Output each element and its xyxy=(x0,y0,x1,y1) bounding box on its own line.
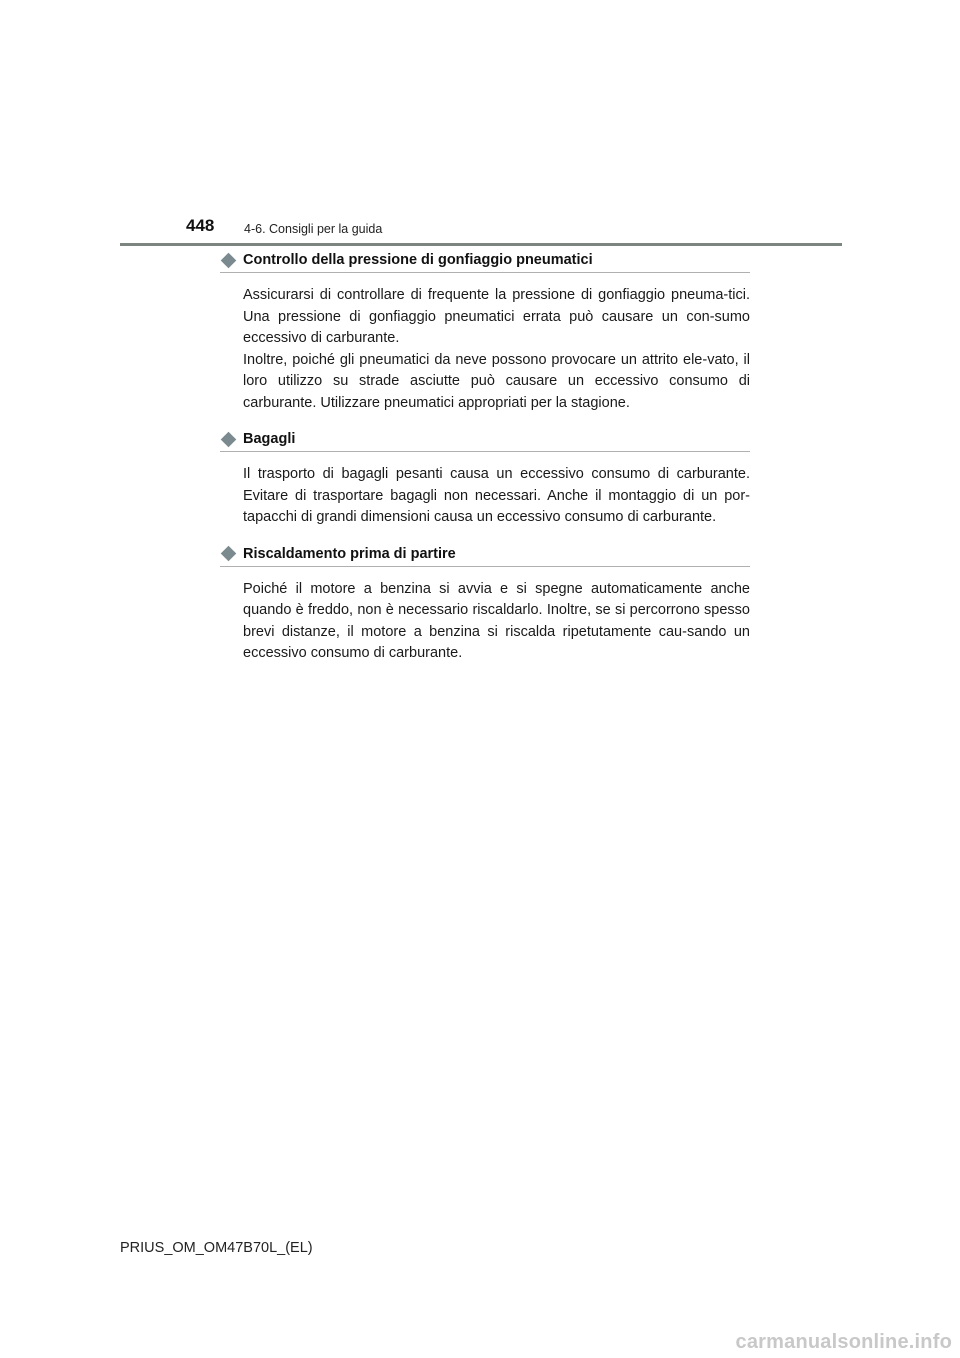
subsection-title-text: Riscaldamento prima di partire xyxy=(243,545,456,562)
section-header: 4-6. Consigli per la guida xyxy=(244,222,383,236)
subsection-title-text: Bagagli xyxy=(243,431,296,447)
main-content xyxy=(220,252,750,682)
subsection-warm-up xyxy=(220,546,750,665)
paragraph: Poiché il motore a benzina si avvia e si spegne automaticamente anche quando è freddo, non è necessario riscaldarlo. Inoltre, se si percorrono spesso brevi distanze, il motore a benzina si riscalda ripetutamente cau-sando un eccessivo consumo di carburante. xyxy=(243,580,750,661)
watermark: carmanualsonline.info xyxy=(735,1331,952,1353)
subsection-title xyxy=(220,252,750,273)
header-rule xyxy=(120,243,842,246)
paragraph: Assicurarsi di controllare di frequente la pressione di gonfiaggio pneuma-tici. Una pressione di gonfiaggio pneumatici errata può causare un con-sumo eccessivo di carburante. xyxy=(243,287,750,346)
footer-doc-code: PRIUS_OM_OM47B70L_(EL) xyxy=(120,1240,313,1256)
diamond-bullet-icon xyxy=(221,546,237,562)
page-number: 448 xyxy=(186,216,215,235)
subsection-tire-pressure xyxy=(220,252,750,414)
subsection-title-text: Controllo della pressione di gonfiaggio pneumatici xyxy=(243,252,593,268)
subsection-title xyxy=(220,546,750,567)
subsection-luggage xyxy=(220,431,750,529)
diamond-bullet-icon xyxy=(221,431,237,447)
paragraph: Il trasporto di bagagli pesanti causa un eccessivo consumo di carburante. Evitare di trasportare bagagli non necessari. Anche il montaggio di un por-tapacchi di grandi dimensioni causa un eccessivo consumo di carburante. xyxy=(243,466,750,525)
diamond-bullet-icon xyxy=(221,252,237,268)
paragraph: Inoltre, poiché gli pneumatici da neve possono provocare un attrito ele-vato, il loro utilizzo su strade asciutte può causare un eccessivo consumo di carburante. Utilizzare pneumatici appropriati per la stagione. xyxy=(243,351,750,411)
subsection-title xyxy=(220,431,750,452)
